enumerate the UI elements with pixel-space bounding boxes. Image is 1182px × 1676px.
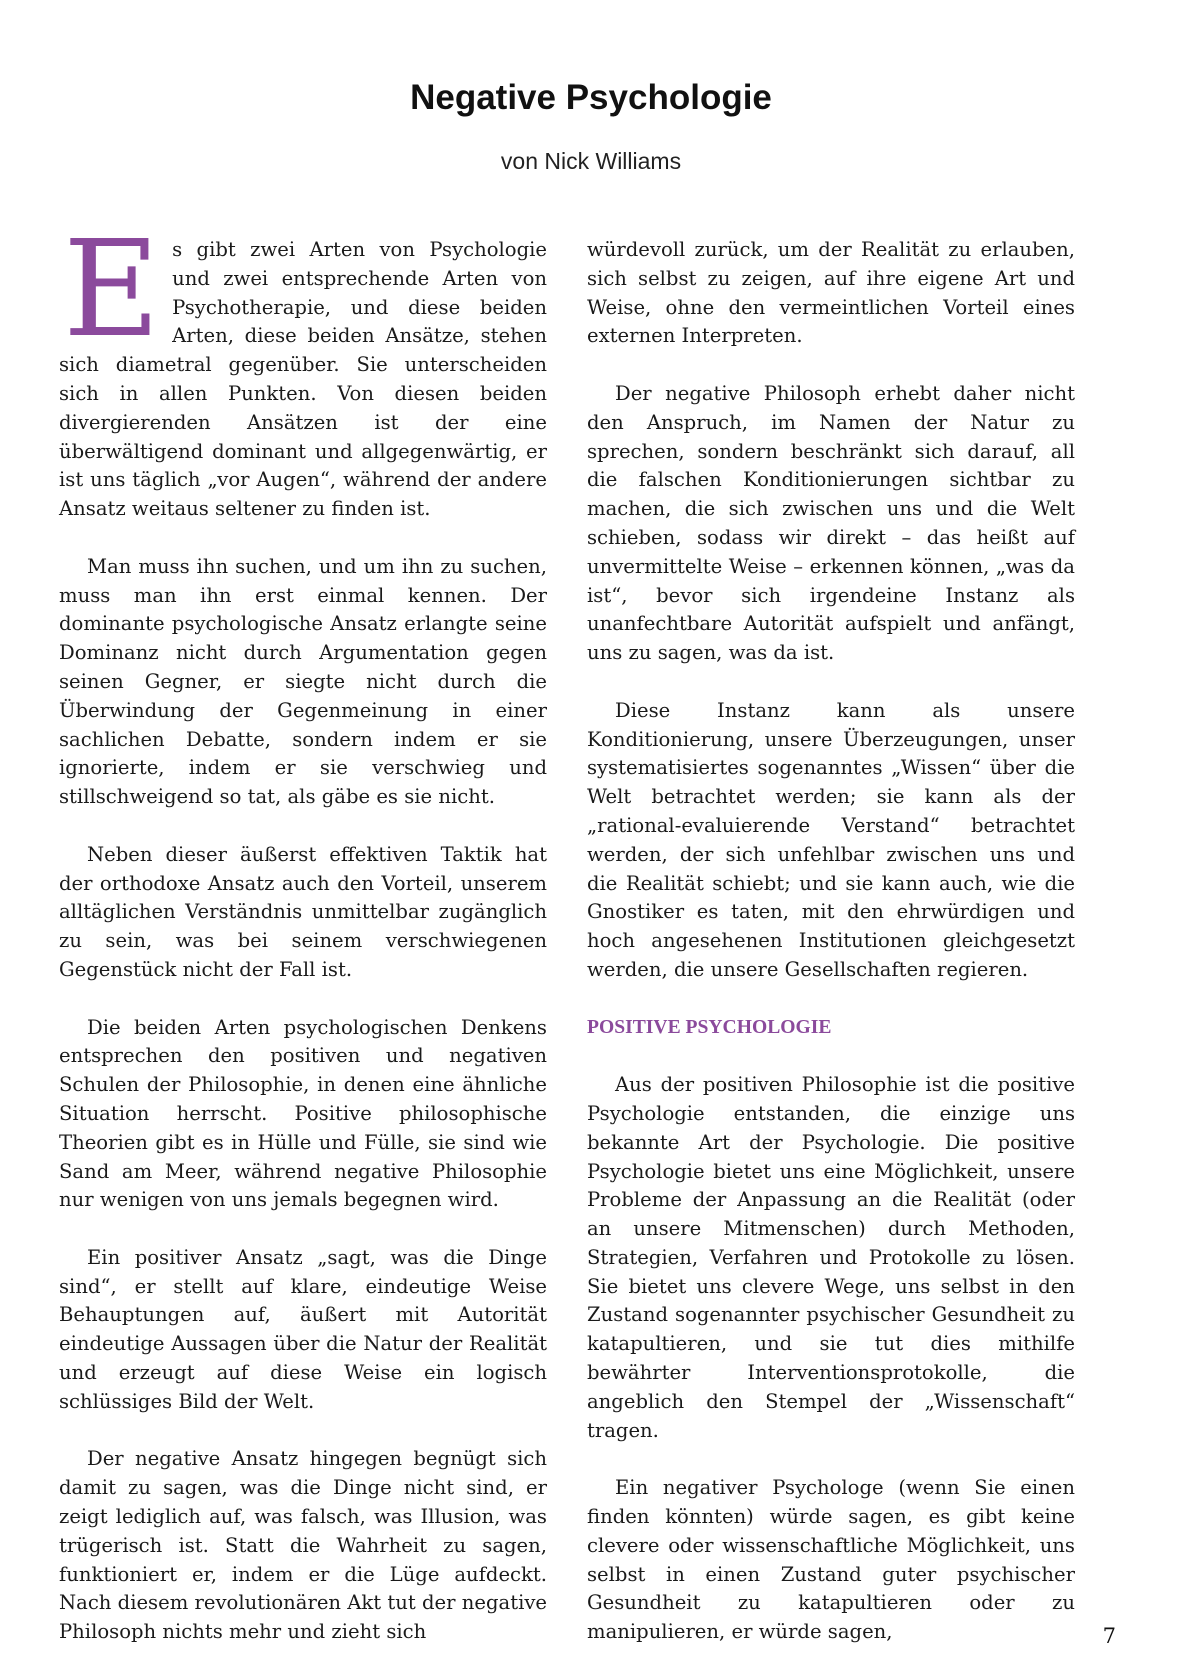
paragraph: Man muss ihn suchen, und um ihn zu suchen, muss man ihn erst einmal kennen. Der dominante psychologische Ansatz erlangte seine Dominanz nicht durch Argumentation gegen seinen Gegner, er siegte nicht durch die Überwindung der Gegenmeinung in einer sachlichen Debatte, sondern indem er sie ignorierte, indem er sie verschwieg und stillschweigend so tat, als gäbe es sie nicht. xyxy=(59,554,547,809)
paragraph: Aus der positiven Philosophie ist die positive Psychologie entstanden, die einzige uns bekannte Art der Psychologie. Die positive Psychologie bietet uns eine Möglichkeit, unsere Probleme der Anpassung an die Realität (oder an unsere Mitmenschen) durch Methoden, Strategien, Verfahren und Protokolle zu lösen. Sie bietet uns clevere Wege, uns selbst in den Zustand sogenannter psychischer Gesundheit zu katapultieren, und sie tut dies mithilfe bewährter Interventionsprotokolle, die angeblich den Stempel der „Wissenschaft“ tragen. xyxy=(587,1073,1075,1442)
paragraph: Ein negativer Psychologe (wenn Sie einen finden könnten) würde sagen, es gibt keine clevere oder wissenschaftliche Möglichkeit, uns selbst in einen Zustand guter psychischer Gesundheit zu katapultieren oder zu manipulieren, er würde sagen, xyxy=(587,1476,1075,1644)
left-column xyxy=(59,213,547,1676)
paragraph: s gibt zwei Arten von Psychologie und zwei entsprechende Arten von Psychotherapie, und diese beiden Arten, diese beiden Ansätze, stehen sich diametral gegenüber. Sie unterscheiden sich in allen Punkten. Von diesen beiden divergierenden Ansätzen ist der eine überwältigend dominant und allgegenwärtig, er ist uns täglich „vor Augen“, während der andere Ansatz weitaus seltener zu finden ist. xyxy=(59,238,547,521)
drop-cap: E xyxy=(63,213,161,367)
article-byline: von Nick Williams xyxy=(500,148,682,174)
article-title: Negative Psychologie xyxy=(410,78,772,117)
page-number: 7 xyxy=(1102,1624,1116,1648)
section-heading: POSITIVE PSYCHOLOGIE xyxy=(587,1016,832,1038)
right-column xyxy=(587,236,1075,1676)
paragraph: Der negative Philosoph erhebt daher nicht den Anspruch, im Namen der Natur zu sprechen, sondern beschränkt sich darauf, all die falschen Konditionierungen sichtbar zu machen, die sich zwischen uns und die Welt schieben, sodass wir direkt – das heißt auf unvermittelte Weise – erkennen können, „was da ist“, bevor sich irgendeine Instanz als unanfechtbare Autorität aufspielt und anfängt, uns zu sagen, was da ist. xyxy=(587,381,1075,665)
paragraph: Die beiden Arten psychologischen Denkens entsprechen den positiven und negativen Schulen der Philosophie, in denen eine ähnliche Situation herrscht. Positive philosophische Theorien gibt es in Hülle und Fülle, sie sind wie Sand am Meer, während negative Philosophie nur wenigen von uns jemals begegnen wird. xyxy=(59,1015,547,1212)
paragraph: Ein positiver Ansatz „sagt, was die Dinge sind“, er stellt auf klare, eindeutige Weise Behauptungen auf, äußert mit Autorität eindeutige Aussagen über die Natur der Realität und erzeugt auf diese Weise ein logisch schlüssiges Bild der Welt. xyxy=(59,1245,547,1413)
paragraph: Diese Instanz kann als unsere Konditionierung, unsere Überzeugungen, unser systematisiertes sogenanntes „Wissen“ über die Welt betrachtet werden; sie kann als der „rational-evaluierende Verstand“ betrachtet werden, der sich unfehlbar zwischen uns und die Realität schiebt; und sie kann auch, wie die Gnostiker es taten, mit den ehrwürdigen und hoch angesehenen Institutionen gleichgesetzt werden, die unsere Gesellschaften regieren. xyxy=(587,698,1075,981)
paragraph: Der negative Ansatz hingegen begnügt sich damit zu sagen, was die Dinge nicht sind, er zeigt lediglich auf, was falsch, was Illusion, was trügerisch ist. Statt die Wahrheit zu sagen, funktioniert er, indem er die Lüge aufdeckt. Nach diesem revolutionären Akt tut der negative Philosoph nichts mehr und zieht sich xyxy=(59,1447,547,1644)
paragraph: würdevoll zurück, um der Realität zu erlauben, sich selbst zu zeigen, auf ihre eigene Art und Weise, ohne den vermeintlichen Vorteil eines externen Interpreten. xyxy=(587,238,1075,348)
paragraph: Neben dieser äußerst effektiven Taktik hat der orthodoxe Ansatz auch den Vorteil, unserem alltäglichen Verständnis unmittelbar zugänglich zu sein, was bei seinem verschwiegenen Gegenstück nicht der Fall ist. xyxy=(59,842,547,981)
